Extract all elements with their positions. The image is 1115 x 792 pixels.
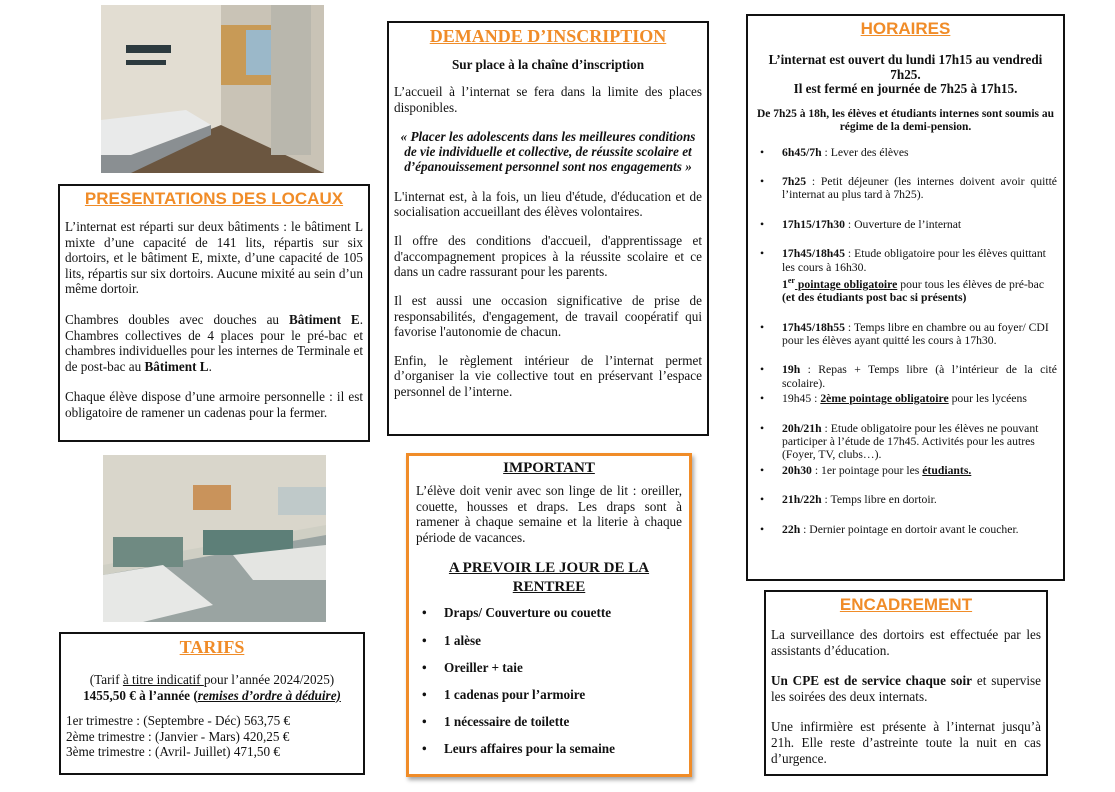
inscription-text-2: L'internat est, à la fois, un lieu d'étude, d'éducation et de socialisation accueillant des élèves volontaires. xyxy=(394,188,702,220)
schedule-item: • 19h : Repas + Temps libre (à l’intérieur de la cité scolaire). xyxy=(754,363,1057,390)
encadrement-section xyxy=(764,590,1048,776)
presentation-text-3: Chaque élève dispose d’une armoire personnelle : il est obligatoire de ramener un cadenas pour la fermer. xyxy=(65,389,363,420)
encadrement-title: ENCADREMENT xyxy=(839,595,973,614)
horaires-intro-3: De 7h25 à 18h, les élèves et étudiants internes sont soumis au régime de la demi-pension. xyxy=(756,107,1055,133)
important-text: L’élève doit venir avec son linge de lit : oreiller, couette, housses et draps. Les draps sont à ramener à chaque semaine et la literie à chaque période de vacances. xyxy=(416,483,682,545)
encadrement-text-3: Une infirmière est présente à l’internat jusqu’à 21h. Elle reste d’astreinte toute la nuit en cas d’urgence. xyxy=(771,719,1041,766)
important-subtitle: A PREVOIR LE JOUR DE LA RENTREE xyxy=(448,560,650,596)
schedule-item: • 17h45/18h45 : Etude obligatoire pour les élèves quittant les cours à 16h30. 1er pointage obligatoire pour tous les élèves de pré-bac (et des étudiants post bac si présents) xyxy=(754,247,1057,305)
horaires-intro-2: Il est fermé en journée de 7h25 à 17h15. xyxy=(793,81,1018,96)
schedule-item: • 19h45 : 2ème pointage obligatoire pour les lycéens xyxy=(754,392,1057,405)
rentree-list xyxy=(416,605,682,757)
inscription-text-4: Il est aussi une occasion significative de prise de responsabilités, d'engagement, de travail coopératif qui favorise l'autonomie de chacun. xyxy=(394,293,702,339)
tarifs-annual: 1455,50 € à l’année (remises d’ordre à déduire) xyxy=(83,687,341,703)
list-item: • 1 alèse xyxy=(416,633,682,649)
inscription-text-3: Il offre des conditions d'accueil, d'apprentissage et d'accompagnement propices à la réussite scolaire et ce dans un cadre rassurant pour les parents. xyxy=(394,233,702,279)
presentation-text-2: Chambres doubles avec douches au Bâtiment E. Chambres collectives de 4 places pour le pré-bac et chambres individuelles pour les internes de Terminale et de post-bac au Bâtiment L. xyxy=(65,311,364,374)
tarifs-term-2: 2ème trimestre : (Janvier - Mars) 420,25 € xyxy=(66,728,290,744)
schedule-item: • 20h30 : 1er pointage pour les étudiants. xyxy=(754,464,1057,477)
important-title: IMPORTANT xyxy=(503,460,595,476)
encadrement-text-1: La surveillance des dortoirs est effectuée par les assistants d’éducation. xyxy=(771,627,1041,658)
presentation-section xyxy=(58,184,370,442)
tarifs-section xyxy=(59,632,365,775)
schedule-item: • 7h25 : Petit déjeuner (les internes doivent avoir quitté l’internat au plus tard à 7h25). xyxy=(754,175,1057,202)
presentation-text-1: L’internat est réparti sur deux bâtiments : le bâtiment L mixte d’une capacité de 141 lits, répartis sur six dortoirs, et le bâtiment E, mixte, d’une capacité de 105 lits, répartis sur six dortoirs. Aucune mixité au sein d’un même dortoir. xyxy=(65,219,363,297)
inscription-title: DEMANDE D’INSCRIPTION xyxy=(429,26,667,46)
schedule-item: • 17h45/18h55 : Temps libre en chambre ou au foyer/ CDI pour les élèves ayant quitté les cours à 17h30. xyxy=(754,321,1057,348)
list-item: • 1 cadenas pour l’armoire xyxy=(416,687,682,703)
room-photo-collective xyxy=(103,455,326,622)
list-item: • Draps/ Couverture ou couette xyxy=(416,605,682,621)
schedule-item: • 6h45/7h : Lever des élèves xyxy=(754,146,1057,159)
inscription-quote: « Placer les adolescents dans les meilleures conditions de vie individuelle et collective, de réussite scolaire et d’épanouissement personnel sont nos engagements » xyxy=(400,128,696,175)
schedule-item: • 17h15/17h30 : Ouverture de l’internat xyxy=(754,218,1057,231)
inscription-section xyxy=(387,21,709,436)
horaires-list xyxy=(754,146,1057,537)
horaires-intro-1: L’internat est ouvert du lundi 17h15 au vendredi 7h25. xyxy=(768,52,1043,82)
encadrement-text-2: Un CPE est de service chaque soir et supervise les soirées des deux internats. xyxy=(771,673,1042,704)
list-item: • Leurs affaires pour la semaine xyxy=(416,741,682,757)
list-item: • Oreiller + taie xyxy=(416,660,682,676)
inscription-subtitle: Sur place à la chaîne d’inscription xyxy=(451,57,645,72)
important-section xyxy=(406,453,692,777)
schedule-item: • 21h/22h : Temps libre en dortoir. xyxy=(754,493,1057,506)
horaires-title: HORAIRES xyxy=(860,19,951,38)
tarifs-title: TARIFS xyxy=(179,637,245,657)
list-item: • 1 nécessaire de toilette xyxy=(416,714,682,730)
schedule-item: • 20h/21h : Etude obligatoire pour les élèves ne pouvant participer à l’étude de 17h45. Activités pour les autres (Foyer, TV, clubs…). xyxy=(754,422,1057,462)
presentation-title: PRESENTATIONS DES LOCAUX xyxy=(84,189,344,208)
tarifs-term-1: 1er trimestre : (Septembre - Déc) 563,75 € xyxy=(66,713,291,729)
room-photo-single xyxy=(101,5,324,173)
inscription-text-1: L’accueil à l’internat se fera dans la limite des places disponibles. xyxy=(394,84,702,115)
tarifs-note: (Tarif à titre indicatif pour l’année 2024/2025) xyxy=(89,672,335,687)
schedule-item: • 22h : Dernier pointage en dortoir avant le coucher. xyxy=(754,523,1057,536)
horaires-section xyxy=(746,14,1065,581)
inscription-text-5: Enfin, le règlement intérieur de l’internat permet d’organiser la vie collective tout en préservant l’espace personnel de l’interne. xyxy=(394,353,702,399)
tarifs-term-3: 3ème trimestre : (Avril- Juillet) 471,50 € xyxy=(66,744,280,760)
